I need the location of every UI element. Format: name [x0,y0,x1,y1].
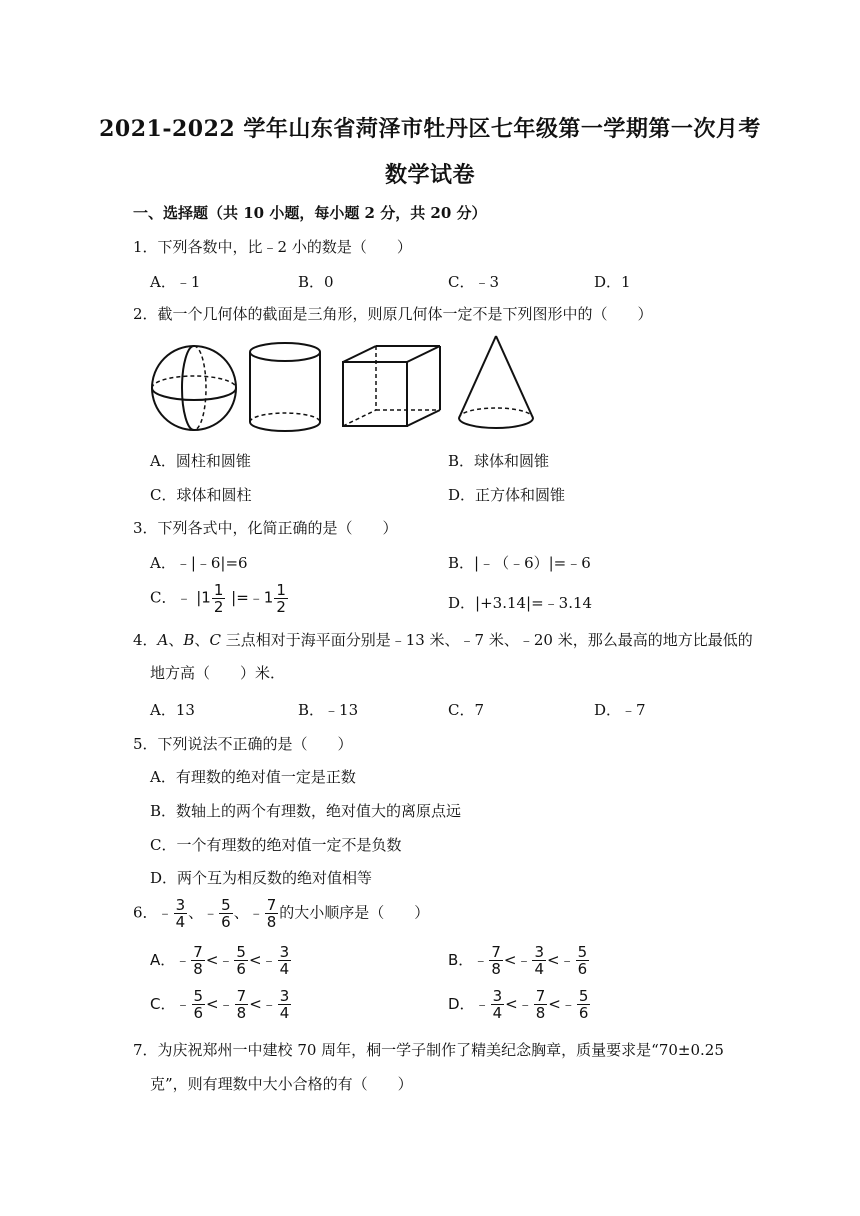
q2-option-b: B．球体和圆锥 [448,452,550,470]
fraction-3-4 [532,944,546,977]
point-a: A [157,631,169,649]
q1-option-a: A．﹣1 [150,273,201,291]
cone-figure [459,336,533,428]
fraction-numerator: 3 [175,896,186,914]
q6-option-b [448,944,590,977]
fraction-3-4 [278,944,292,977]
less-than: < [505,995,518,1013]
fraction-denominator: 8 [535,1004,546,1022]
section-heading: 一、选择题（共 10 小题，每小题 2 分，共 20 分） [133,204,487,222]
point-c: C [209,631,221,649]
fraction-denominator: 6 [221,913,231,931]
q5-option-a: A．有理数的绝对值一定是正数 [150,768,356,786]
q6-option-a [150,944,292,977]
fraction-numerator: 3 [492,987,503,1005]
q6-option-c-label: C． [150,995,176,1013]
fraction-5-6 [234,944,248,977]
fraction-denominator: 6 [236,960,246,978]
less-than: < [503,951,517,969]
question-7-stem-line2: 克”，则有理数中大小合格的有（ ） [150,1075,413,1093]
q6-option-d-label: D． [448,995,475,1013]
fraction-numerator: 3 [279,987,290,1005]
q1-option-c: C．﹣3 [448,273,500,291]
fraction-denominator: 8 [236,1004,247,1022]
minus-sign: ﹣ [175,951,191,969]
q4-sep: 、 [168,631,184,649]
fraction-numerator: 3 [534,943,544,961]
fraction-7-8 [489,944,503,977]
q4-option-b: B．﹣13 [298,701,359,719]
fraction-numerator: 5 [221,896,231,914]
exam-title-line1: 2021-2022 学年山东省菏泽市牡丹区七年级第一学期第一次月考 [99,116,761,142]
less-than: < [205,951,219,969]
question-3-stem: 3．下列各式中，化简正确的是（ ） [133,519,398,537]
fraction-numerator: 3 [279,943,290,961]
fraction-numerator: 1 [213,581,224,599]
fraction-7-8 [534,988,548,1021]
minus-sign: ﹣ [261,951,277,969]
q3-option-b: B．|﹣（﹣6）|=﹣6 [448,554,591,572]
minus-sign: ﹣ [473,951,489,969]
q2-option-c: C．球体和圆柱 [150,486,252,504]
fraction-numerator: 7 [266,896,277,914]
q6-option-d [448,988,591,1021]
fraction-numerator: 5 [578,987,589,1005]
q4-number: 4． [133,631,158,649]
fraction-numerator: 5 [577,943,588,961]
question-6-stem [133,897,429,930]
q4-option-c: C．7 [448,701,485,719]
minus-sign: ﹣ [203,903,219,922]
q4-sep: 、 [194,631,210,649]
q3-option-c [150,582,289,615]
question-2-stem: 2．截一个几何体的截面是三角形，则原几何体一定不是下列图形中的（ ） [133,305,653,323]
fraction-numerator: 7 [193,943,203,961]
q4-stem-text: 三点相对于海平面分别是﹣13 米、﹣7 米、﹣20 米，那么最高的地方比最低的 [220,631,753,649]
fraction-numerator: 7 [491,943,501,961]
minus-sign: ﹣ [157,903,173,922]
question-7-stem-line1: 7．为庆祝郑州一中建校 70 周年，桐一学子制作了精美纪念胸章，质量要求是“70±0.25 [133,1041,724,1059]
fraction-numerator: 7 [535,987,546,1005]
less-than: < [248,951,262,969]
q3-option-c-label: C． [150,588,177,607]
fraction-denominator: 8 [491,960,501,978]
fraction-numerator: 1 [276,581,286,599]
fraction-denominator: 4 [492,1004,503,1022]
fraction-denominator: 8 [193,960,203,978]
fraction-5-6 [576,944,590,977]
q6-sep: 、 [188,903,204,922]
fraction-denominator: 8 [266,913,277,931]
q6-option-b-label: B． [448,951,474,969]
minus-sign: ﹣ [218,995,234,1013]
q6-number: 6． [133,903,158,922]
q6-option-c [150,988,292,1021]
fraction-one-half [274,582,288,615]
q3-c-prefix: ﹣ |1 [176,588,211,607]
fraction-3-4 [491,988,505,1021]
less-than: < [548,995,561,1013]
fraction-denominator: 2 [213,598,224,616]
fraction-7-8 [265,897,279,930]
fraction-3-4 [278,988,292,1021]
fraction-denominator: 4 [175,913,186,931]
fraction-denominator: 4 [534,960,544,978]
question-1-stem: 1．下列各数中，比﹣2 小的数是（ ） [133,238,412,256]
solid-shapes-figure [150,332,550,438]
fraction-5-6 [577,988,591,1021]
fraction-denominator: 6 [578,1004,589,1022]
fraction-denominator: 4 [279,1004,290,1022]
q1-option-b: B．0 [298,273,334,291]
q4-option-d: D．﹣7 [594,701,646,719]
cylinder-figure [250,343,320,431]
q3-option-d: D．|+3.14|=﹣3.14 [448,594,593,612]
minus-sign: ﹣ [517,995,533,1013]
q1-option-d: D．1 [594,273,631,291]
q4-option-a: A．13 [150,701,195,719]
question-4-stem-line2: 地方高（ ）米． [150,664,286,682]
fraction-numerator: 5 [236,943,246,961]
sphere-figure [152,346,236,430]
fraction-5-6 [219,897,233,930]
minus-sign: ﹣ [248,903,264,922]
less-than: < [206,995,219,1013]
question-4-stem [133,629,753,650]
q2-option-a: A．圆柱和圆锥 [150,452,251,470]
minus-sign: ﹣ [559,951,575,969]
less-than: < [249,995,262,1013]
q3-c-middle: |=﹣1 [226,588,274,607]
minus-sign: ﹣ [516,951,532,969]
fraction-denominator: 2 [276,598,286,616]
q2-option-d: D．正方体和圆锥 [448,486,566,504]
q5-option-d: D．两个互为相反数的绝对值相等 [150,869,373,887]
fraction-denominator: 4 [279,960,290,978]
less-than: < [547,951,560,969]
point-b: B [183,631,195,649]
fraction-3-4 [174,897,188,930]
fraction-denominator: 6 [577,960,588,978]
cube-figure [343,346,440,426]
minus-sign: ﹣ [474,995,490,1013]
minus-sign: ﹣ [261,995,277,1013]
exam-title-line2: 数学试卷 [384,162,475,188]
q6-sep: 、 [233,903,249,922]
minus-sign: ﹣ [218,951,234,969]
q5-option-b: B．数轴上的两个有理数，绝对值大的离原点远 [150,802,462,820]
q6-option-a-label: A． [150,951,176,969]
question-5-stem: 5．下列说法不正确的是（ ） [133,735,353,753]
fraction-7-8 [191,944,205,977]
q6-stem-tail: 的大小顺序是（ ） [279,903,430,922]
fraction-numerator: 7 [236,987,247,1005]
fraction-7-8 [235,988,249,1021]
fraction-one-half [212,582,226,615]
q3-option-a: A．﹣|﹣6|=6 [150,554,248,572]
fraction-denominator: 6 [193,1004,204,1022]
minus-sign: ﹣ [560,995,576,1013]
q5-option-c: C．一个有理数的绝对值一定不是负数 [150,836,402,854]
fraction-numerator: 5 [193,987,204,1005]
minus-sign: ﹣ [175,995,191,1013]
fraction-5-6 [192,988,206,1021]
